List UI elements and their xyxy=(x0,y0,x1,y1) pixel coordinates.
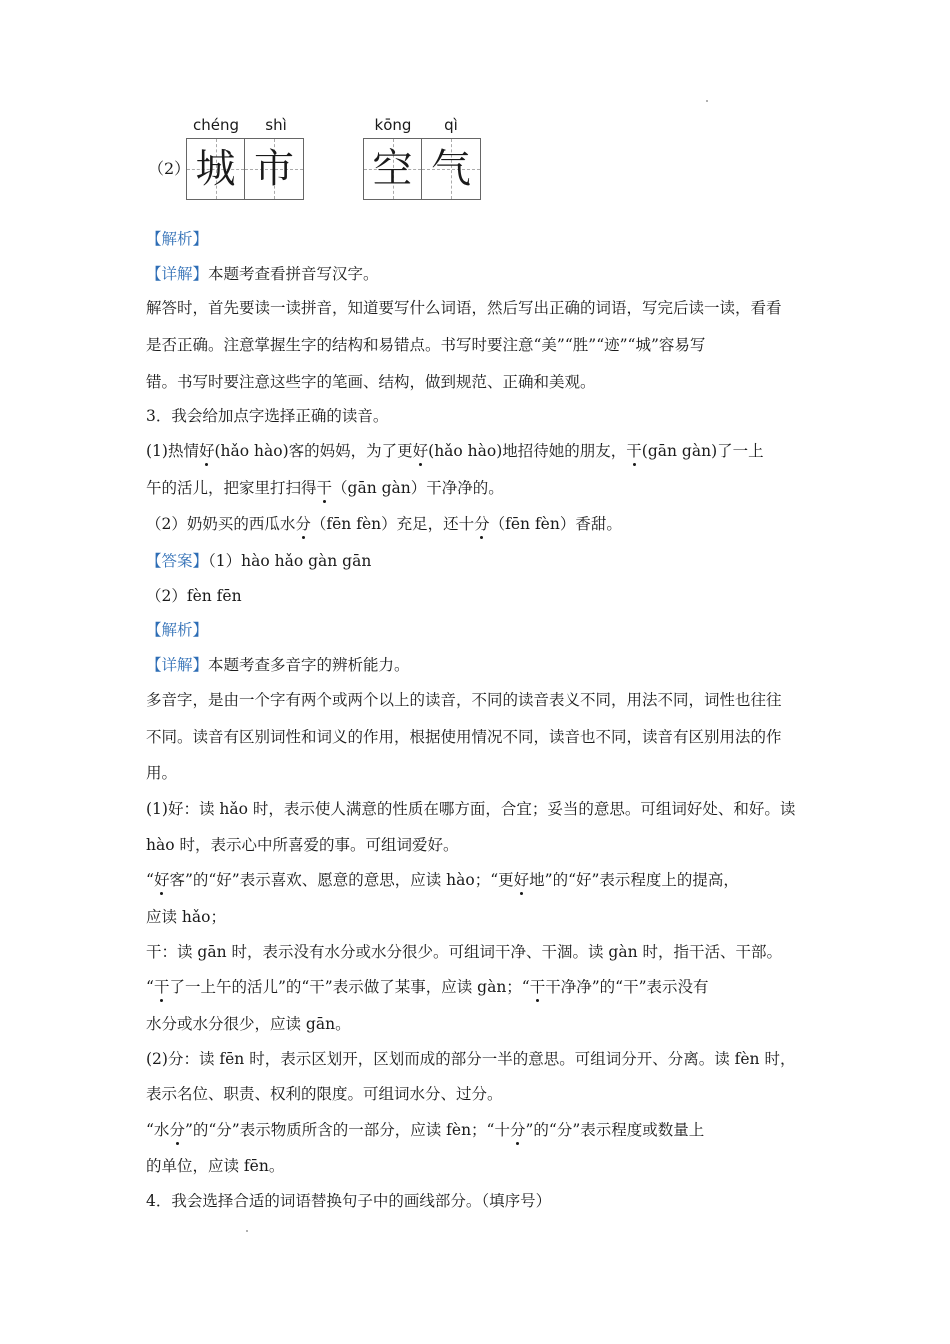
text-line: hào 时，表示心中所喜爱的事。可组词爱好。 xyxy=(146,836,459,854)
dotted-char: 分 xyxy=(295,515,311,533)
text: （2）奶奶买的西瓜水 xyxy=(146,515,296,533)
answer-tag: 【答案】 xyxy=(146,552,209,570)
text: “水 xyxy=(146,1121,170,1139)
answer-line: （2）fèn fēn xyxy=(146,587,242,605)
detail-line xyxy=(146,264,379,284)
pinyin: chéng xyxy=(192,116,239,134)
text-line: (2)分：读 fēn 时，表示区划开，区划而成的部分一半的意思。可组词分开、分离。读 fèn 时， xyxy=(146,1050,796,1068)
text: （1）hào hǎo gàn gān xyxy=(208,552,372,570)
dotted-char: 好 xyxy=(198,442,215,460)
dotted-char: 分 xyxy=(169,1121,185,1139)
hanzi: 市 xyxy=(254,146,294,192)
tian-grid-box xyxy=(364,139,422,199)
dotted-char: 干 xyxy=(316,479,333,497)
text-line: (1)好：读 hǎo 时，表示使人满意的性质在哪方面，合宜；妥当的意思。可组词好处、和好。读 xyxy=(146,800,796,818)
text: 本题考查看拼音写汉字。 xyxy=(208,265,379,283)
text: (hǎo hào)客的妈妈，为了更 xyxy=(214,442,413,460)
text: 客”的“好”表示喜欢、愿意的意思，应读 hào；“更 xyxy=(169,871,514,889)
question-4-title: 4．我会选择合适的词语替换句子中的画线部分。（填序号） xyxy=(146,1192,552,1210)
text: ”的“分”表示程度或数量上 xyxy=(525,1121,705,1139)
question-label: （2） xyxy=(148,159,191,178)
text: 地”的“好”表示程度上的提高， xyxy=(529,871,739,889)
dotted-char: 分 xyxy=(509,1121,526,1139)
answer-line xyxy=(146,551,371,571)
text-line xyxy=(146,1120,704,1140)
text-line: 多音字，是由一个字有两个或两个以上的读音，不同的读音表义不同，用法不同，词性也往往 xyxy=(146,691,782,709)
tian-grid-box xyxy=(245,139,303,199)
pinyin: qì xyxy=(444,116,458,134)
writing-boxes xyxy=(363,138,481,200)
text: ”的“分”表示物质所含的一部分，应读 fèn；“十 xyxy=(184,1121,510,1139)
hanzi: 气 xyxy=(431,146,471,192)
text: （fēn fèn）香甜。 xyxy=(489,515,622,533)
text-line: 错。书写时要注意这些字的笔画、结构，做到规范、正确和美观。 xyxy=(146,373,596,391)
dotted-char: 好 xyxy=(513,871,530,889)
text-line xyxy=(146,977,709,997)
text-line: 是否正确。注意掌握生字的结构和易错点。书写时要注意“美”“胜”“迹”“城”容易写 xyxy=(146,336,706,354)
question-line xyxy=(146,478,504,498)
text-line: 不同。读音有区别词性和词义的作用，根据使用情况不同，读音也不同，读音有区别用法的作 xyxy=(146,728,782,746)
dotted-char: 干 xyxy=(626,442,642,460)
tian-grid-box xyxy=(187,139,245,199)
text-line: 的单位，应读 fēn。 xyxy=(146,1157,285,1175)
text: “ xyxy=(146,871,154,889)
text: (hǎo hào)地招待她的朋友， xyxy=(428,442,627,460)
dotted-char: 干 xyxy=(153,978,170,996)
text: （gān gàn）干净净的。 xyxy=(332,479,504,497)
detail-tag: 【详解】 xyxy=(146,656,209,674)
hanzi: 城 xyxy=(195,146,236,192)
dotted-char: 好 xyxy=(153,871,170,889)
text-line: 应读 hǎo； xyxy=(146,908,226,926)
dotted-char: 干 xyxy=(529,978,546,996)
dotted-char: 好 xyxy=(412,442,429,460)
detail-line xyxy=(146,655,410,675)
pinyin: shì xyxy=(265,116,287,134)
text: 干净净”的“干”表示没有 xyxy=(545,978,709,996)
text: （fēn fèn）充足，还十 xyxy=(310,515,475,533)
text-line: 水分或水分很少，应读 gān。 xyxy=(146,1015,351,1033)
text-line: 用。 xyxy=(146,764,178,782)
writing-boxes xyxy=(186,138,304,200)
text-line xyxy=(146,870,739,890)
text: 了一上午的活儿”的“干”表示做了某事，应读 gàn；“ xyxy=(169,978,530,996)
text: (gān gàn)了一上 xyxy=(641,442,764,460)
speck xyxy=(246,1230,248,1232)
question-line xyxy=(146,514,622,534)
tian-grid-box xyxy=(422,139,480,199)
question-line xyxy=(146,441,764,461)
question-3-title: 3．我会给加点字选择正确的读音。 xyxy=(146,407,389,425)
speck xyxy=(706,100,708,102)
text: 午的活儿，把家里打扫得 xyxy=(146,479,317,497)
text: (1)热情 xyxy=(146,442,199,460)
analysis-tag: 【解析】 xyxy=(146,230,209,248)
pinyin: kōng xyxy=(374,116,412,134)
detail-tag: 【详解】 xyxy=(146,265,209,283)
text-line: 干：读 gān 时，表示没有水分或水分很少。可组词干净、干涸。读 gàn 时，指干活、干部。 xyxy=(146,943,783,961)
hanzi: 空 xyxy=(372,146,413,192)
analysis-tag: 【解析】 xyxy=(146,621,209,639)
text-line: 解答时，首先要读一读拼音，知道要写什么词语，然后写出正确的词语，写完后读一读，看看 xyxy=(146,299,782,317)
dotted-char: 分 xyxy=(474,515,490,533)
text: 本题考查多音字的辨析能力。 xyxy=(208,656,410,674)
text-line: 表示名位、职责、权利的限度。可组词水分、过分。 xyxy=(146,1085,503,1103)
text: “ xyxy=(146,978,154,996)
